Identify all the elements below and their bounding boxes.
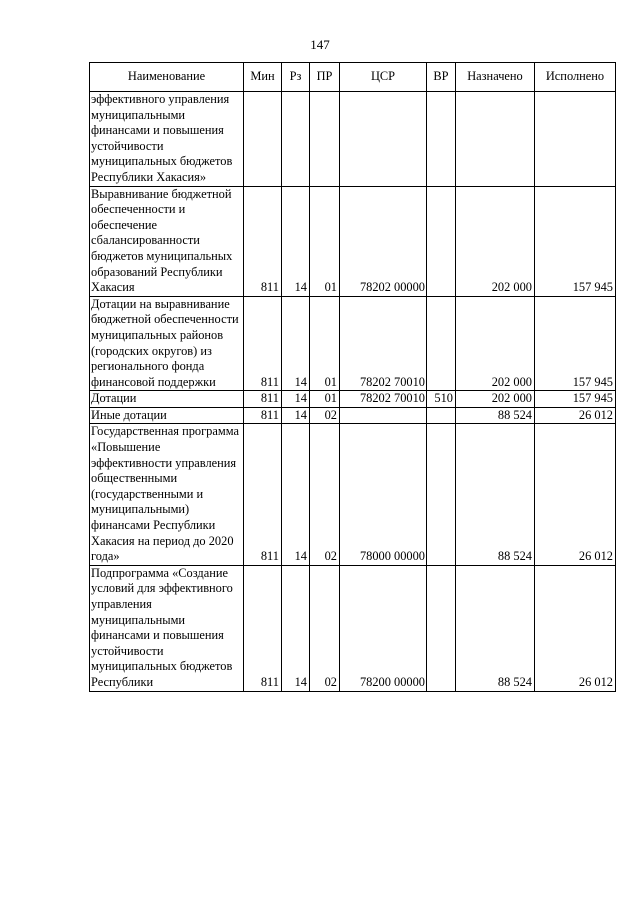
row-name: Государственная программа «Повышение эффективности управления общественными (государственными и муниципальными) финансами Республики Хакасия на период до 2020 года» bbox=[90, 424, 244, 565]
row-min: 811 bbox=[244, 424, 282, 565]
row-vr bbox=[427, 565, 456, 691]
row-min bbox=[244, 92, 282, 187]
row-pr: 02 bbox=[310, 565, 340, 691]
row-csr: 78202 00000 bbox=[340, 186, 427, 296]
row-pr: 02 bbox=[310, 424, 340, 565]
row-rz: 14 bbox=[282, 186, 310, 296]
table-row bbox=[90, 391, 616, 408]
row-executed: 26 012 bbox=[535, 565, 616, 691]
row-name: Выравнивание бюджетной обеспеченности и обеспечение сбалансированности бюджетов муниципальных образований Республики Хакасия bbox=[90, 186, 244, 296]
row-name: Иные дотации bbox=[90, 407, 244, 424]
row-vr bbox=[427, 424, 456, 565]
row-rz: 14 bbox=[282, 296, 310, 391]
row-executed: 157 945 bbox=[535, 391, 616, 408]
header-csr: ЦСР bbox=[340, 63, 427, 92]
row-csr: 78000 00000 bbox=[340, 424, 427, 565]
row-assigned bbox=[456, 92, 535, 187]
row-executed: 157 945 bbox=[535, 296, 616, 391]
row-vr bbox=[427, 186, 456, 296]
row-name: Подпрограмма «Создание условий для эффективного управления муниципальными финансами и повышения устойчивости муниципальных бюджетов Республики bbox=[90, 565, 244, 691]
row-vr bbox=[427, 92, 456, 187]
header-rz: Рз bbox=[282, 63, 310, 92]
row-executed bbox=[535, 92, 616, 187]
row-name: Дотации bbox=[90, 391, 244, 408]
row-assigned: 202 000 bbox=[456, 296, 535, 391]
row-rz: 14 bbox=[282, 407, 310, 424]
header-name: Наименование bbox=[90, 63, 244, 92]
row-csr: 78202 70010 bbox=[340, 296, 427, 391]
row-name: эффективного управления муниципальными финансами и повышения устойчивости муниципальных бюджетов Республики Хакасия» bbox=[90, 92, 244, 187]
row-pr bbox=[310, 92, 340, 187]
row-assigned: 202 000 bbox=[456, 391, 535, 408]
budget-table bbox=[89, 62, 616, 692]
row-pr: 01 bbox=[310, 296, 340, 391]
row-rz: 14 bbox=[282, 565, 310, 691]
row-min: 811 bbox=[244, 296, 282, 391]
row-vr bbox=[427, 296, 456, 391]
row-assigned: 88 524 bbox=[456, 565, 535, 691]
page-number: 147 bbox=[310, 37, 330, 52]
header-pr: ПР bbox=[310, 63, 340, 92]
row-rz bbox=[282, 92, 310, 187]
row-min: 811 bbox=[244, 186, 282, 296]
row-vr: 510 bbox=[427, 391, 456, 408]
row-pr: 02 bbox=[310, 407, 340, 424]
row-csr bbox=[340, 92, 427, 187]
row-min: 811 bbox=[244, 391, 282, 408]
table-row bbox=[90, 92, 616, 187]
row-rz: 14 bbox=[282, 424, 310, 565]
header-assigned: Назначено bbox=[456, 63, 535, 92]
header-executed: Исполнено bbox=[535, 63, 616, 92]
row-pr: 01 bbox=[310, 391, 340, 408]
row-assigned: 88 524 bbox=[456, 424, 535, 565]
row-executed: 26 012 bbox=[535, 407, 616, 424]
row-min: 811 bbox=[244, 565, 282, 691]
row-min: 811 bbox=[244, 407, 282, 424]
table-row bbox=[90, 424, 616, 565]
table-row bbox=[90, 407, 616, 424]
header-min: Мин bbox=[244, 63, 282, 92]
row-vr bbox=[427, 407, 456, 424]
row-name: Дотации на выравнивание бюджетной обеспеченности муниципальных районов (городских округов) из регионального фонда финансовой поддержки bbox=[90, 296, 244, 391]
table-row bbox=[90, 186, 616, 296]
row-assigned: 88 524 bbox=[456, 407, 535, 424]
row-assigned: 202 000 bbox=[456, 186, 535, 296]
table-row bbox=[90, 296, 616, 391]
row-rz: 14 bbox=[282, 391, 310, 408]
row-csr: 78200 00000 bbox=[340, 565, 427, 691]
header-row bbox=[90, 63, 616, 92]
table-row bbox=[90, 565, 616, 691]
row-pr: 01 bbox=[310, 186, 340, 296]
row-csr: 78202 70010 bbox=[340, 391, 427, 408]
row-executed: 26 012 bbox=[535, 424, 616, 565]
row-executed: 157 945 bbox=[535, 186, 616, 296]
header-vr: ВР bbox=[427, 63, 456, 92]
row-csr bbox=[340, 407, 427, 424]
